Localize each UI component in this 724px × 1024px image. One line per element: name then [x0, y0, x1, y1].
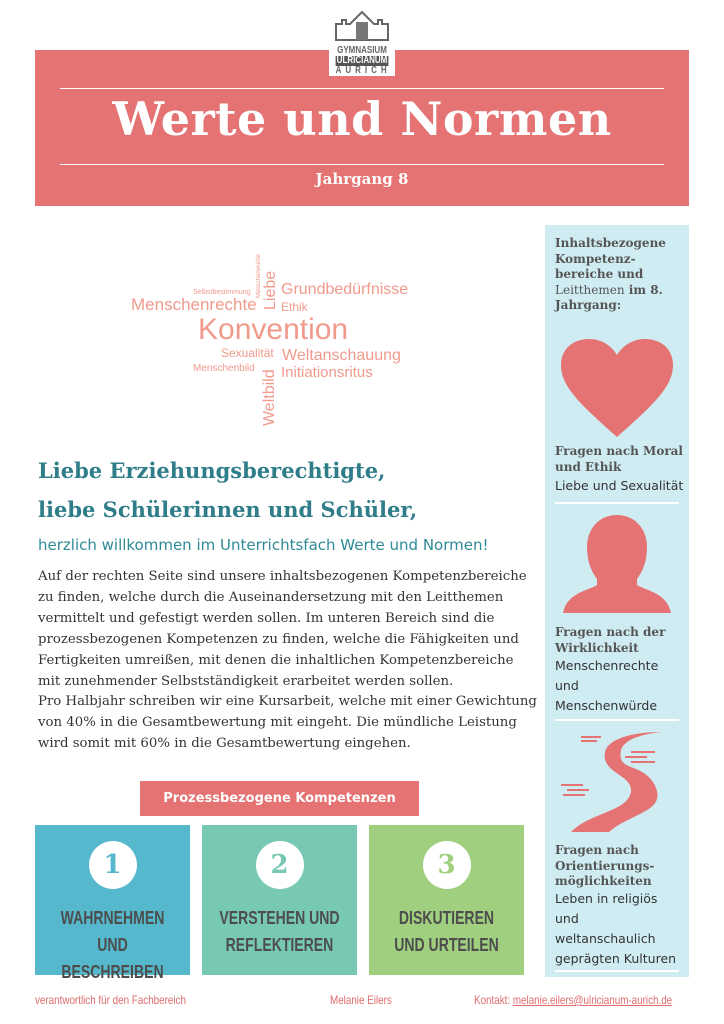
process-text: DISKUTIEREN UND URTEILEN — [394, 908, 499, 955]
section-text: Liebe und Sexualität — [555, 478, 684, 493]
page-subtitle: Jahrgang 8 — [315, 170, 409, 188]
word: Menschenbild — [193, 363, 255, 374]
road-icon — [561, 732, 673, 832]
word: Menschenrechte — [131, 295, 257, 314]
word: Weltbild — [261, 369, 278, 426]
word: Ethik — [281, 300, 308, 314]
process-box-1 — [35, 825, 190, 982]
process-text: WAHRNEHMEN UND BESCHREIBEN — [60, 908, 165, 982]
divider — [555, 970, 679, 972]
divider — [60, 88, 664, 89]
section-text: Menschenrechte und Menschenwürde — [555, 658, 659, 713]
logo-text: ULRICIANUM — [336, 55, 388, 66]
footer-responsible: verantwortlich für den Fachbereich — [35, 993, 186, 1007]
word: Konvention — [198, 313, 349, 346]
section-text: Leben in religiös und weltanschaulich geprägten Kulturen — [555, 891, 677, 966]
word: Weltanschauung — [282, 347, 401, 364]
section-title: Fragen nach Moral und Ethik — [555, 444, 683, 474]
number-badge: 3 — [423, 841, 471, 889]
heart-icon — [561, 339, 673, 437]
process-label: Prozessbezogene Kompetenzen — [140, 781, 419, 816]
word: Sexualität — [221, 346, 274, 360]
word: Initiationsritus — [281, 364, 373, 381]
intro-paragraph: Auf der rechten Seite sind unsere inhaltsbezogenen Kompetenzbereiche zu finden, welche durch die Auseinandersetzung mit den Leitthemen vermittelt und gefestigt werden sollen. Im unteren Bereich sind die prozessbezogenen Kompetenzen zu finden, welche die Fähigkeiten und Fertigkeiten umreißen, mit denen die inhaltlichen Kompetenzbereiche mit zunehmender Selbstständigkeit erarbeitet werden sollen. — [38, 569, 527, 689]
page-title: Werte und Normen — [112, 92, 612, 146]
building-icon — [332, 8, 392, 42]
section-title: Fragen nach der Wirklichkeit — [555, 625, 666, 655]
footer-contact — [474, 993, 672, 1007]
greeting-heading: Liebe Erziehungsberechtigte, — [38, 458, 386, 483]
person-icon — [561, 515, 673, 613]
process-box-3 — [369, 825, 524, 975]
word: Selbstbestimmung — [193, 289, 251, 296]
process-box-2 — [202, 825, 357, 975]
greeting-heading: liebe Schülerinnen und Schüler, — [38, 497, 418, 522]
number-badge: 2 — [256, 841, 304, 889]
divider — [555, 719, 679, 721]
contact-label: Kontakt: — [474, 993, 511, 1007]
grading-paragraph: Pro Halbjahr schreiben wir eine Kursarbeit, welche mit einer Gewichtung von 40% in die Gesamtbewertung mit eingeht. Die mündliche Leistung wird somit mit 60% in die Gesamtbewertung eingehen. — [38, 694, 537, 751]
word: Grundbedürfnisse — [281, 281, 409, 298]
divider — [60, 164, 664, 165]
process-text: VERSTEHEN UND REFLEKTIEREN — [219, 908, 340, 955]
sidebar-heading: Inhaltsbezogene Kompetenz-bereiche und Leitthemen im 8. Jahrgang: — [555, 236, 666, 312]
email-link[interactable]: melanie.eilers@ulricianum-aurich.de — [512, 993, 673, 1007]
divider — [555, 502, 679, 504]
school-logo — [329, 8, 395, 76]
word: Liebe — [262, 270, 279, 310]
welcome-text: herzlich willkommen im Unterrichtsfach Werte und Normen! — [38, 536, 489, 554]
logo-text: AURICH — [335, 65, 391, 76]
footer-name: Melanie Eilers — [330, 993, 392, 1007]
word: Menschenwürde — [256, 253, 262, 298]
section-title: Fragen nach Orientierungs-möglichkeiten — [555, 843, 655, 888]
number-badge: 1 — [89, 841, 137, 889]
logo-text: GYMNASIUM — [337, 45, 387, 56]
sidebar — [545, 225, 689, 977]
